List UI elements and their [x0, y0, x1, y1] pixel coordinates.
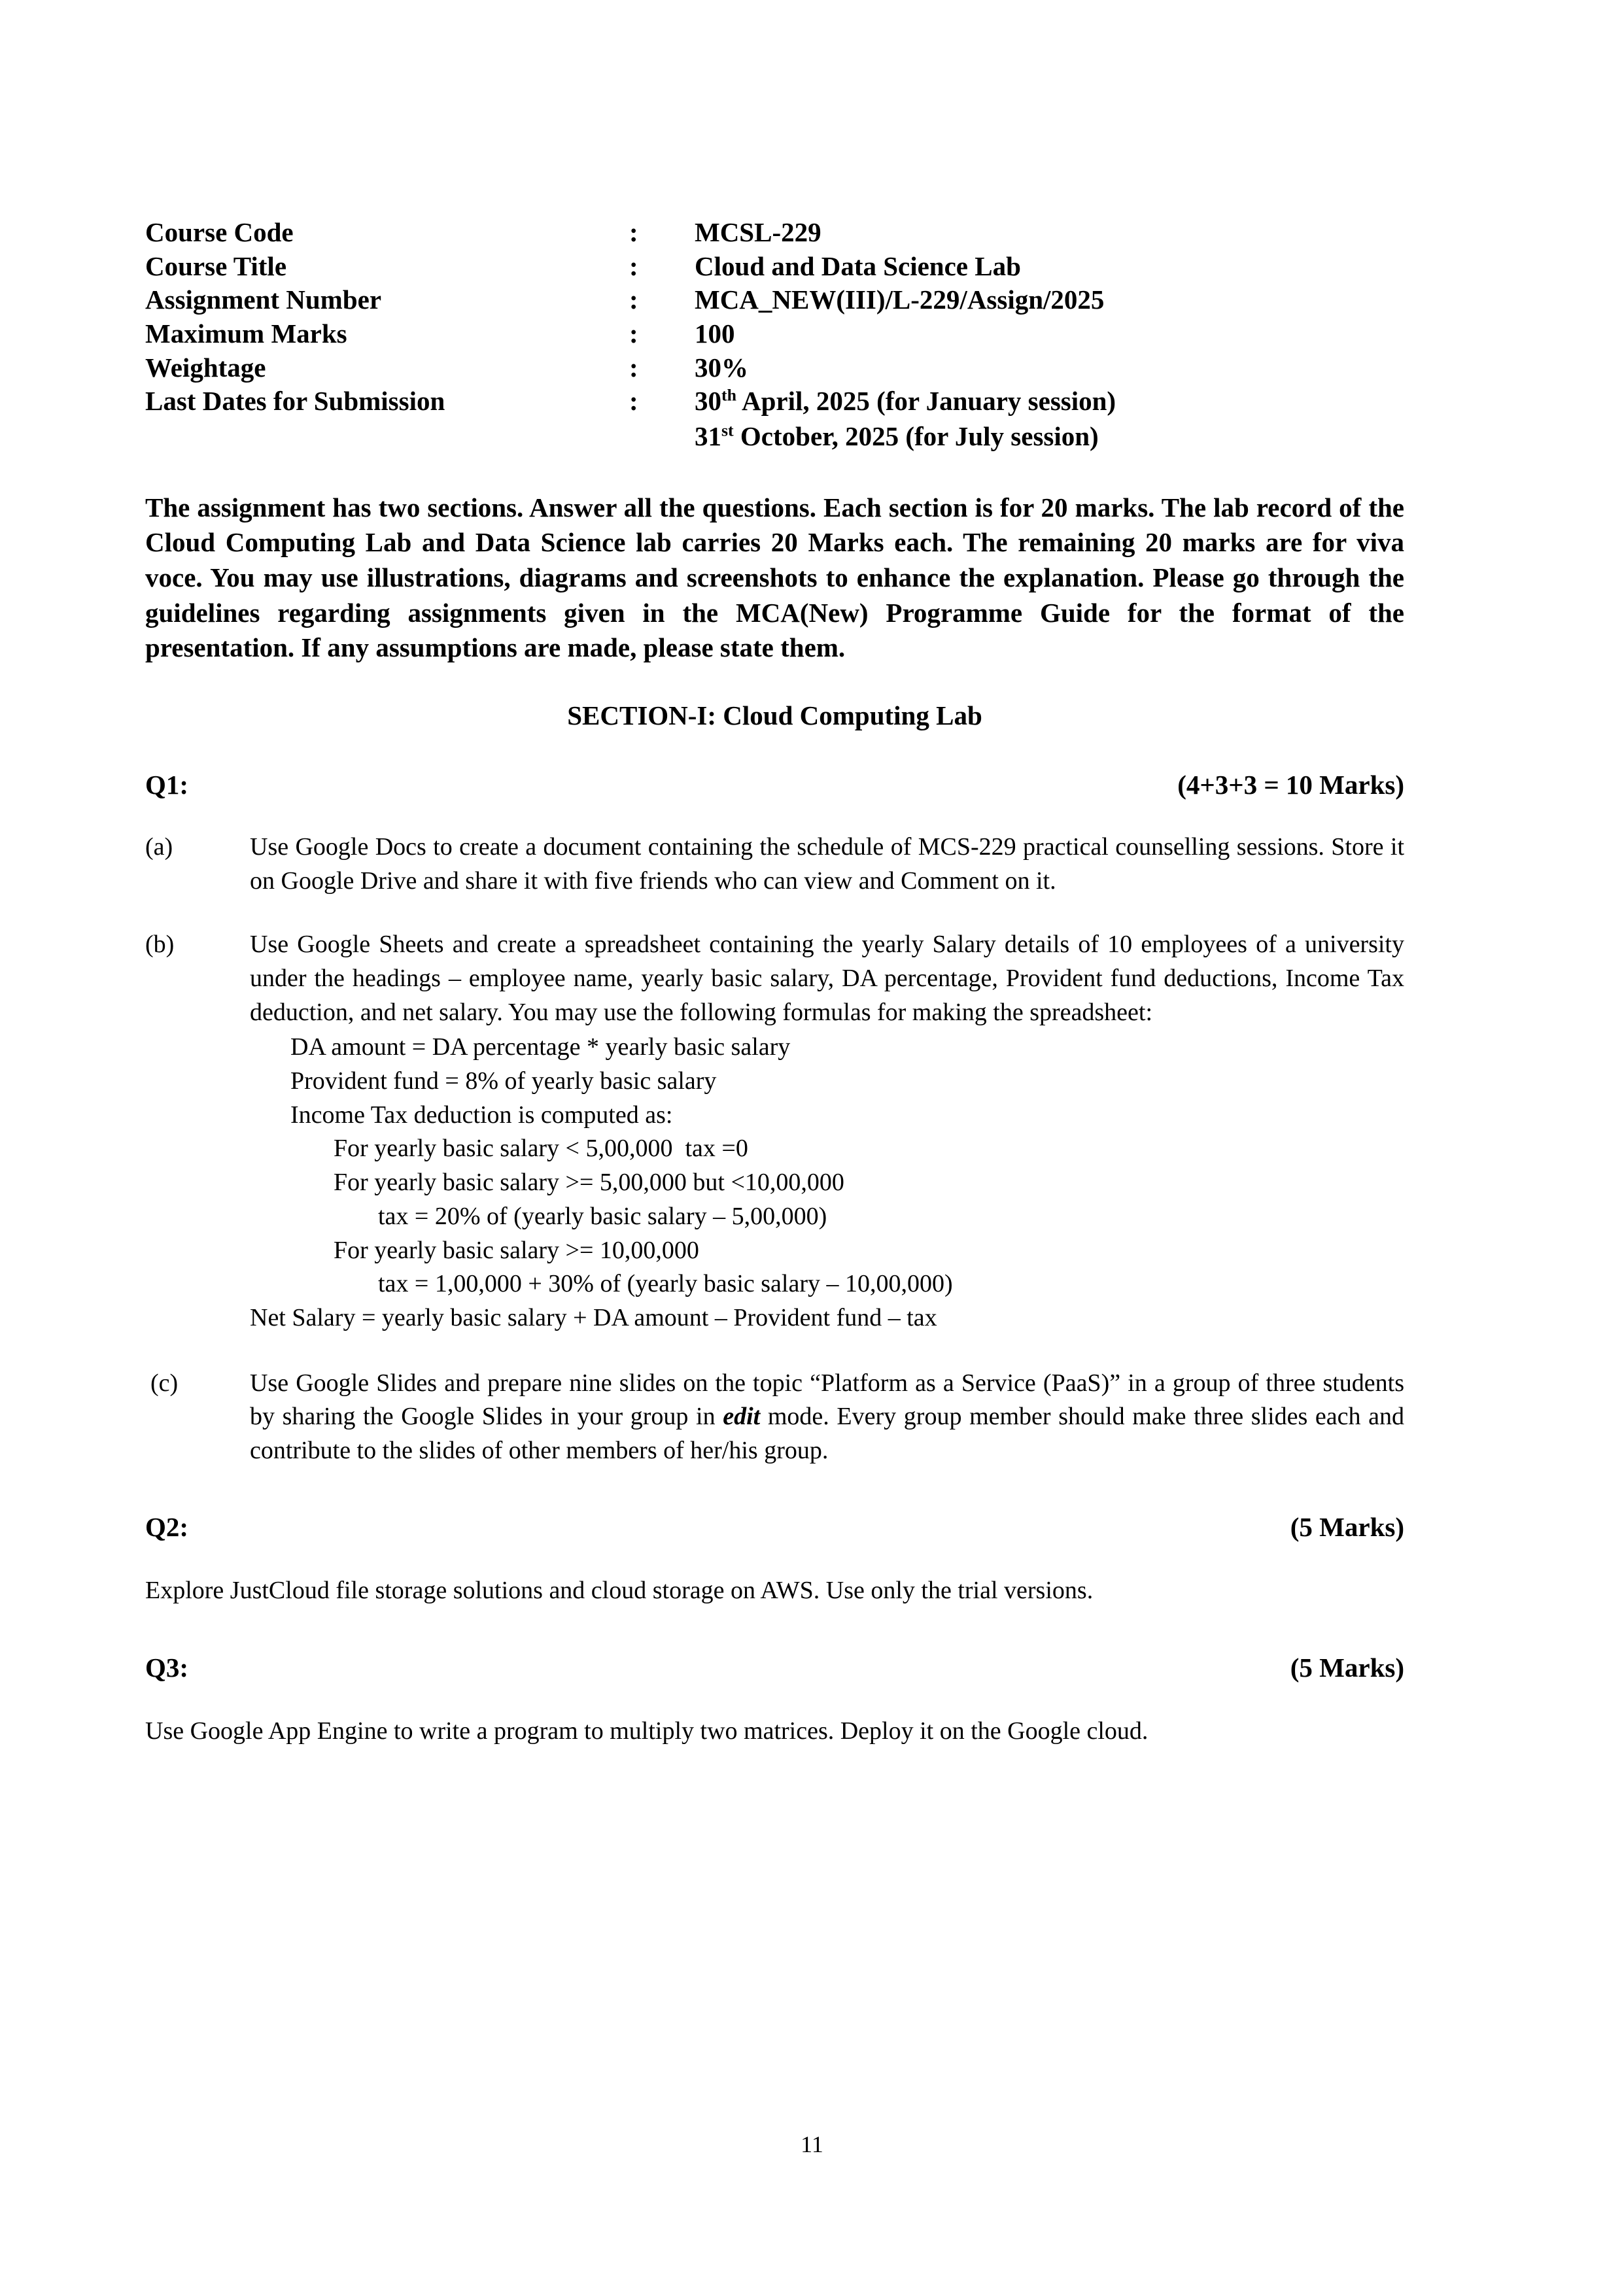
meta-label-spacer — [145, 419, 629, 454]
part-b-body — [250, 928, 1404, 1335]
assignment-instructions: The assignment has two sections. Answer all the questions. Each section is for 20 marks. The lab record of the Cloud Computing Lab and Data Science lab carries 20 Marks each. The remaining 20 marks are for viva voce. You may use illustrations, diagrams and screenshots to enhance the explanation. Please go through the guidelines regarding assignments given in the MCA(New) Programme Guide for the format of the presentation. If any assumptions are made, please state them. — [145, 492, 1404, 663]
formula-line: DA amount = DA percentage * yearly basic salary — [290, 1033, 791, 1061]
part-c-text-before: Use Google Slides and prepare nine slides on the topic “Platform as a Service (PaaS)” in a group of three students by sharing the Google Slides in your group in — [250, 1369, 1404, 1431]
part-c-emphasis: edit — [723, 1403, 761, 1431]
question-1-part-a — [145, 831, 1404, 898]
formula-line: tax = 20% of (yearly basic salary – 5,00,000) — [378, 1202, 827, 1230]
meta-value-last-date-july — [695, 419, 1116, 454]
formula-line: Income Tax deduction is computed as: — [290, 1101, 673, 1129]
document-content — [145, 216, 1404, 1749]
part-a-text: Use Google Docs to create a document containing the schedule of MCS-229 practical counselling sessions. Store it on Google Drive and share it with five friends who can view and Comment on it. — [250, 833, 1404, 895]
meta-colon-weightage: : — [629, 352, 638, 383]
meta-label-weightage: Weightage — [145, 352, 266, 383]
date-january-rest: April, 2025 (for January session) — [736, 386, 1116, 417]
question-3-header — [145, 1652, 1404, 1683]
date-january-ordinal: th — [721, 385, 736, 405]
date-july-number: 31 — [695, 420, 721, 451]
question-1-label: Q1: — [145, 770, 189, 800]
part-c-body — [250, 1367, 1404, 1468]
meta-colon-assignment-number: : — [629, 284, 638, 315]
question-1-header — [145, 769, 1404, 800]
meta-colon-course-code: : — [629, 217, 638, 247]
question-3-marks: (5 Marks) — [1290, 1653, 1404, 1683]
meta-colon-maximum-marks: : — [629, 318, 638, 349]
meta-row-weightage — [145, 351, 1116, 385]
meta-row-last-dates — [145, 385, 1116, 419]
meta-value-weightage: 30% — [695, 352, 748, 383]
question-1-part-c — [145, 1367, 1404, 1468]
question-2-label: Q2: — [145, 1511, 189, 1542]
meta-label-course-title: Course Title — [145, 250, 287, 281]
formula-line: For yearly basic salary < 5,00,000 tax =0 — [334, 1135, 748, 1163]
question-3-label: Q3: — [145, 1653, 189, 1683]
meta-row-assignment-number — [145, 283, 1116, 317]
formula-line: For yearly basic salary >= 10,00,000 — [334, 1236, 699, 1264]
meta-row-course-title — [145, 250, 1116, 284]
meta-colon-spacer — [629, 419, 695, 454]
page-number: 11 — [801, 2131, 823, 2157]
part-a-marker: (a) — [145, 833, 173, 861]
question-3-text: Use Google App Engine to write a program to multiply two matrices. Deploy it on the Google cloud. — [145, 1717, 1149, 1745]
date-july-ordinal: st — [721, 420, 734, 440]
meta-value-maximum-marks: 100 — [695, 318, 735, 349]
meta-value-course-code: MCSL-229 — [695, 217, 821, 247]
meta-row-maximum-marks — [145, 317, 1116, 351]
formula-line: Provident fund = 8% of yearly basic salary — [290, 1067, 717, 1095]
meta-colon-course-title: : — [629, 250, 638, 281]
formula-line: For yearly basic salary >= 5,00,000 but <10,00,000 — [334, 1169, 844, 1197]
meta-row-course-code — [145, 216, 1116, 250]
part-c-marker: (c) — [150, 1369, 179, 1397]
question-2-marks: (5 Marks) — [1290, 1511, 1404, 1542]
salary-formula-block — [250, 1031, 1404, 1335]
question-1-marks: (4+3+3 = 10 Marks) — [1177, 770, 1404, 800]
part-b-text: Use Google Sheets and create a spreadsheet containing the yearly Salary details of 10 employees of a university under the headings – employee name, yearly basic salary, DA percentage, Provident fund deductions, Income Tax deduction, and net salary. You may use the following formulas for making the spreadsheet: — [250, 931, 1404, 1026]
part-a-body — [250, 831, 1404, 898]
section-heading: SECTION-I: Cloud Computing Lab — [567, 700, 982, 731]
meta-label-last-dates: Last Dates for Submission — [145, 386, 445, 417]
formula-line: Net Salary = yearly basic salary + DA amount – Provident fund – tax — [250, 1303, 937, 1331]
meta-label-assignment-number: Assignment Number — [145, 284, 382, 315]
meta-value-course-title: Cloud and Data Science Lab — [695, 250, 1021, 281]
part-c-text-after: mode. Every group member should make three slides each and contribute to the slides of other members of her/his group. — [250, 1403, 1405, 1464]
part-c-text — [250, 1367, 1404, 1468]
meta-value-last-date-january — [695, 385, 1116, 419]
part-b-marker: (b) — [145, 931, 175, 959]
meta-value-assignment-number: MCA_NEW(III)/L-229/Assign/2025 — [695, 284, 1105, 315]
course-meta-table — [145, 216, 1116, 454]
meta-label-course-code: Course Code — [145, 217, 294, 247]
question-2-header — [145, 1511, 1404, 1543]
meta-row-last-dates-july — [145, 419, 1116, 454]
formula-line: tax = 1,00,000 + 30% of (yearly basic salary – 10,00,000) — [378, 1270, 953, 1298]
date-january-number: 30 — [695, 386, 721, 417]
meta-label-maximum-marks: Maximum Marks — [145, 318, 347, 349]
meta-colon-last-dates: : — [629, 386, 638, 417]
question-1-part-b — [145, 928, 1404, 1335]
question-2-text: Explore JustCloud file storage solutions and cloud storage on AWS. Use only the trial versions. — [145, 1576, 1094, 1604]
date-july-rest: October, 2025 (for July session) — [733, 420, 1099, 451]
